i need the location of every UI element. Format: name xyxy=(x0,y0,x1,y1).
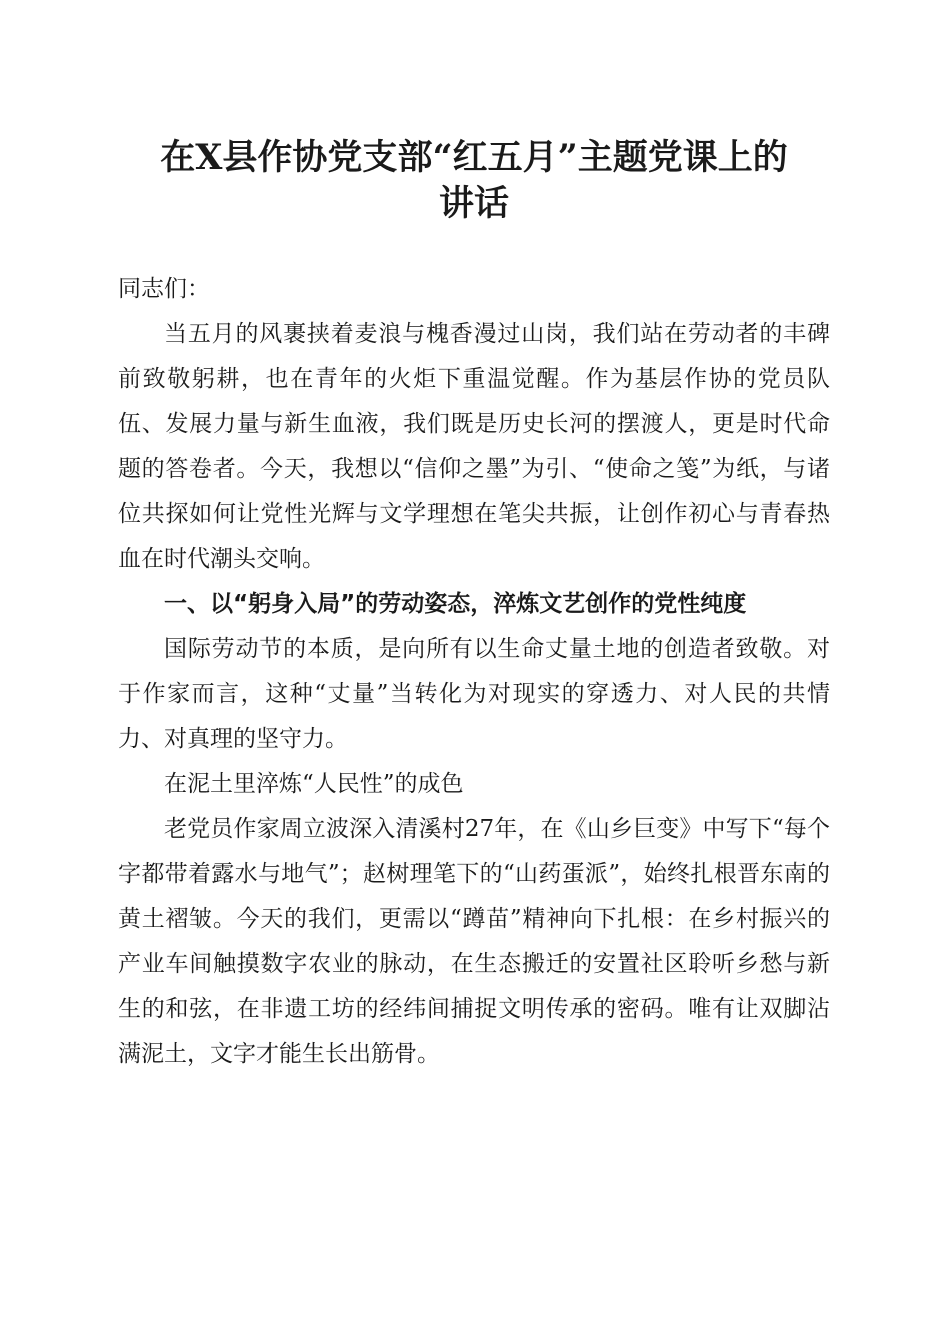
section-1-paragraph: 国际劳动节的本质，是向所有以生命丈量土地的创造者致敬。对于作家而言，这种“丈量”当转化为对现实的穿透力、对人民的共情力、对真理的坚守力。 xyxy=(118,636,830,752)
title-line-1: 在X县作协党支部“红五月”主题党课上的 xyxy=(160,137,788,178)
document-title xyxy=(118,135,830,227)
opening-paragraph: 当五月的风裹挟着麦浪与槐香漫过山岗，我们站在劳动者的丰碑前致敬躬耕，也在青年的火炬下重温觉醒。作为基层作协的党员队伍、发展力量与新生血液，我们既是历史长河的摆渡人，更是时代命题的答卷者。今天，我想以“信仰之墨”为引、“使命之笺”为纸，与诸位共探如何让党性光辉与文学理想在笔尖共振，让创作初心与青春热血在时代潮头交响。 xyxy=(118,321,830,572)
title-line-2: 讲话 xyxy=(438,183,509,224)
salutation: 同志们： xyxy=(118,276,210,302)
subheading-1: 在泥土里淬炼“人民性”的成色 xyxy=(164,771,464,797)
document-page xyxy=(118,135,830,1077)
section-heading-1: 一、以“躬身入局”的劳动姿态，淬炼文艺创作的党性纯度 xyxy=(164,591,747,617)
document-body xyxy=(118,267,830,1077)
subheading-1-paragraph: 老党员作家周立波深入清溪村27年，在《山乡巨变》中写下“每个字都带着露水与地气”；赵树理笔下的“山药蛋派”，始终扎根晋东南的黄土褶皱。今天的我们，更需以“蹲苗”精神向下扎根：在乡村振兴的产业车间触摸数字农业的脉动，在生态搬迁的安置社区聆听乡愁与新生的和弦，在非遗工坊的经纬间捕捉文明传承的密码。唯有让双脚沾满泥土，文字才能生长出筋骨。 xyxy=(118,816,830,1067)
